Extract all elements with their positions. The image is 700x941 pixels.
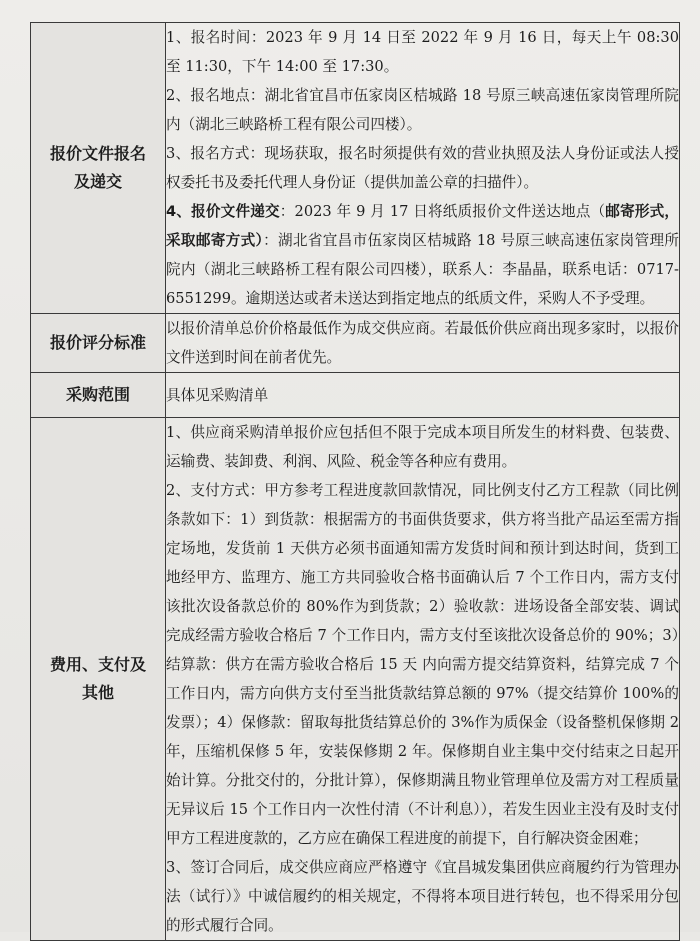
submission-text — [166, 197, 679, 313]
registration-time: 1、报名时间：2023 年 9 月 14 日至 2022 年 9 月 16 日，每天上午 08:30 至 11:30，下午 14:00 至 17:30。 — [166, 29, 679, 75]
procurement-terms-table — [30, 22, 680, 941]
scope-row — [31, 373, 680, 418]
registration-method: 3、报名方式：现场获取，报名时须提供有效的营业执照及法人身份证或法人授权委托书及委托代理人身份证（提供加盖公章的扫描件）。 — [166, 145, 679, 191]
fees-label: 费用、支付及其他 — [31, 418, 166, 941]
evaluation-text: 以报价清单总价价格最低作为成交供应商。若最低价供应商出现多家时，以报价文件送到时间在前者优先。 — [166, 320, 679, 366]
evaluation-row — [31, 314, 680, 373]
scope-text: 具体见采购清单 — [166, 386, 269, 404]
fees-paragraph-1: 1、供应商采购清单报价应包括但不限于完成本项目所发生的材料费、包装费、运输费、装卸费、利润、风险、税金等各种应有费用。 — [166, 424, 679, 470]
fees-paragraph-2: 2、支付方式：甲方参考工程进度款回款情况，同比例支付乙方工程款（同比例条款如下：1）到货款：根据需方的书面供货要求，供方将当批产品运至需方指定场地，发货前 1 天供方必须书面通知需方发货时间和预计到达时间，货到工地经甲方、监理方、施工方共同验收合格书面确认后 7 个工作日内，需方支付该批次设备款总价的 80%作为到货款；2）验收款：进场设备全部安装、调试完成经需方验收合格后 7 个工作日内，需方支付至该批次设备总价的 90%；3）结算款：供方在需方验收合格后 15 天 内向需方提交结算资料，结算完成 7 个工作日内，需方向供方支付至当批货款结算总额的 97%（提交结算价 100%的发票）；4）保修款：留取每批货结算总价的 3%作为质保金（设备整机保修期 2 年，压缩机保修 5 年，安装保修期 2 年。保修期自业主集中交付结束之日起开始计算。分批交付的，分批计算），保修期满且物业管理单位及需方对工程质量无异议后 15 个工作日内一次性付清（不计利息）），若发生因业主没有及时支付甲方工程进度款的，乙方应在确保工程进度的前提下，自行解决资金困难； — [166, 482, 679, 847]
submission-bold: 邮寄形式，采取邮寄方式） — [166, 203, 679, 249]
registration-label: 报价文件报名及递交 — [31, 23, 166, 314]
scope-content — [166, 373, 680, 418]
scope-label: 采购范围 — [31, 373, 166, 418]
registration-row — [31, 23, 680, 314]
evaluation-label: 报价评分标准 — [31, 314, 166, 373]
submission-text-b: ：湖北省宜昌市伍家岗区桔城路 18 号原三峡高速伍家岗管理所院内（湖北三峡路桥工程有限公司四楼），联系人：李晶晶，联系电话：0717-6551299。逾期送达或者未送达到指定地点的纸质文件，采购人不予受理。 — [166, 232, 679, 307]
fees-paragraph-3: 3、签订合同后，成交供应商应严格遵守《宜昌城发集团供应商履约行为管理办法（试行）》中诚信履约的相关规定，不得将本项目进行转包，也不得采用分包的形式履行合同。 — [166, 859, 679, 934]
registration-place: 2、报名地点：湖北省宜昌市伍家岗区桔城路 18 号原三峡高速伍家岗管理所院内（湖北三峡路桥工程有限公司四楼）。 — [166, 87, 679, 133]
submission-title: 4、报价文件递交 — [166, 203, 280, 220]
evaluation-content — [166, 314, 680, 373]
fees-content — [166, 418, 680, 941]
submission-text-a: ：2023 年 9 月 17 日将纸质报价文件送达地点（ — [279, 203, 606, 220]
fees-row — [31, 418, 680, 941]
registration-content — [166, 23, 680, 314]
